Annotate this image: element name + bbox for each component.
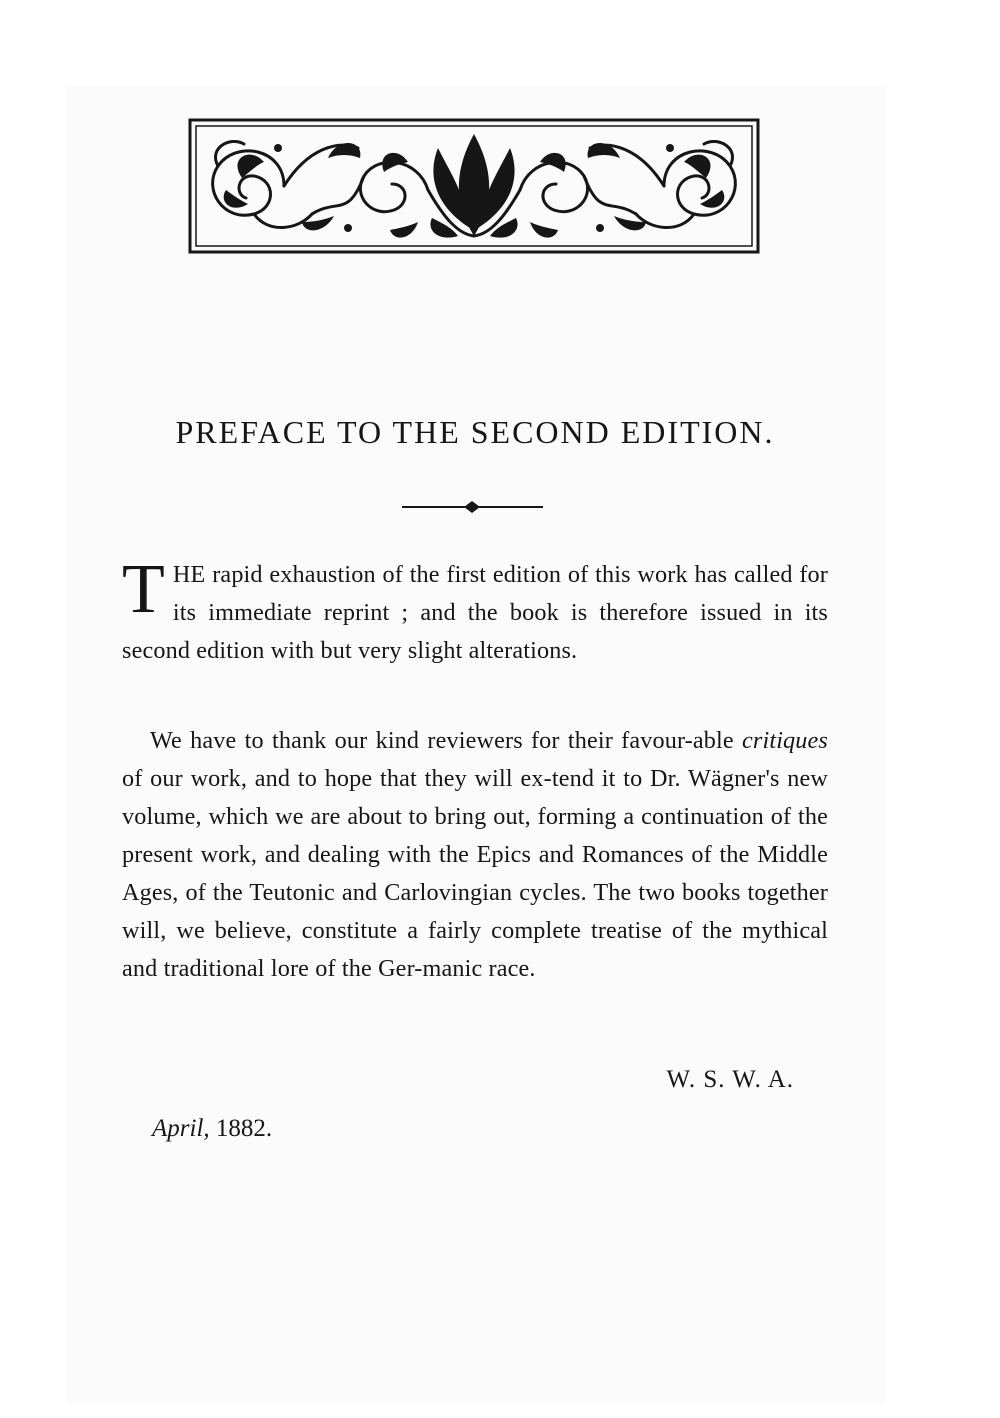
date-line (152, 1115, 272, 1143)
date-month: April, (152, 1115, 210, 1142)
ornamental-headpiece-icon (188, 118, 760, 254)
paragraph-1-text: HE rapid exhaustion of the first edition of this work has called for its immediate reprint ; and the book is therefore issued in its second edition with but very slight alterations. (122, 561, 828, 664)
signature: W. S. W. A. (666, 1066, 794, 1093)
paragraph-2-text-end: of our work, and to hope that they will ex-tend it to Dr. Wägner's new volume, which we are about to bring out, forming a continuation of the present work, and dealing with the Epics and Romances of the Middle Ages, of the Teutonic and Carlovingian cycles. The two books together will, we believe, constitute a fairly complete treatise of the mythical and traditional lore of the Ger-manic race. (122, 765, 828, 982)
paragraph-2-text-start: We have to thank our kind reviewers for their favour-able (150, 727, 742, 754)
drop-cap: T (122, 551, 165, 628)
date-year: 1882. (215, 1115, 273, 1142)
page-title: PREFACE TO THE SECOND EDITION. (175, 414, 775, 450)
paragraph-2-italic-term: critiques (742, 727, 828, 754)
diamond-rule-icon (400, 497, 545, 517)
paragraph-2 (122, 722, 828, 988)
paragraph-1 (122, 551, 828, 670)
